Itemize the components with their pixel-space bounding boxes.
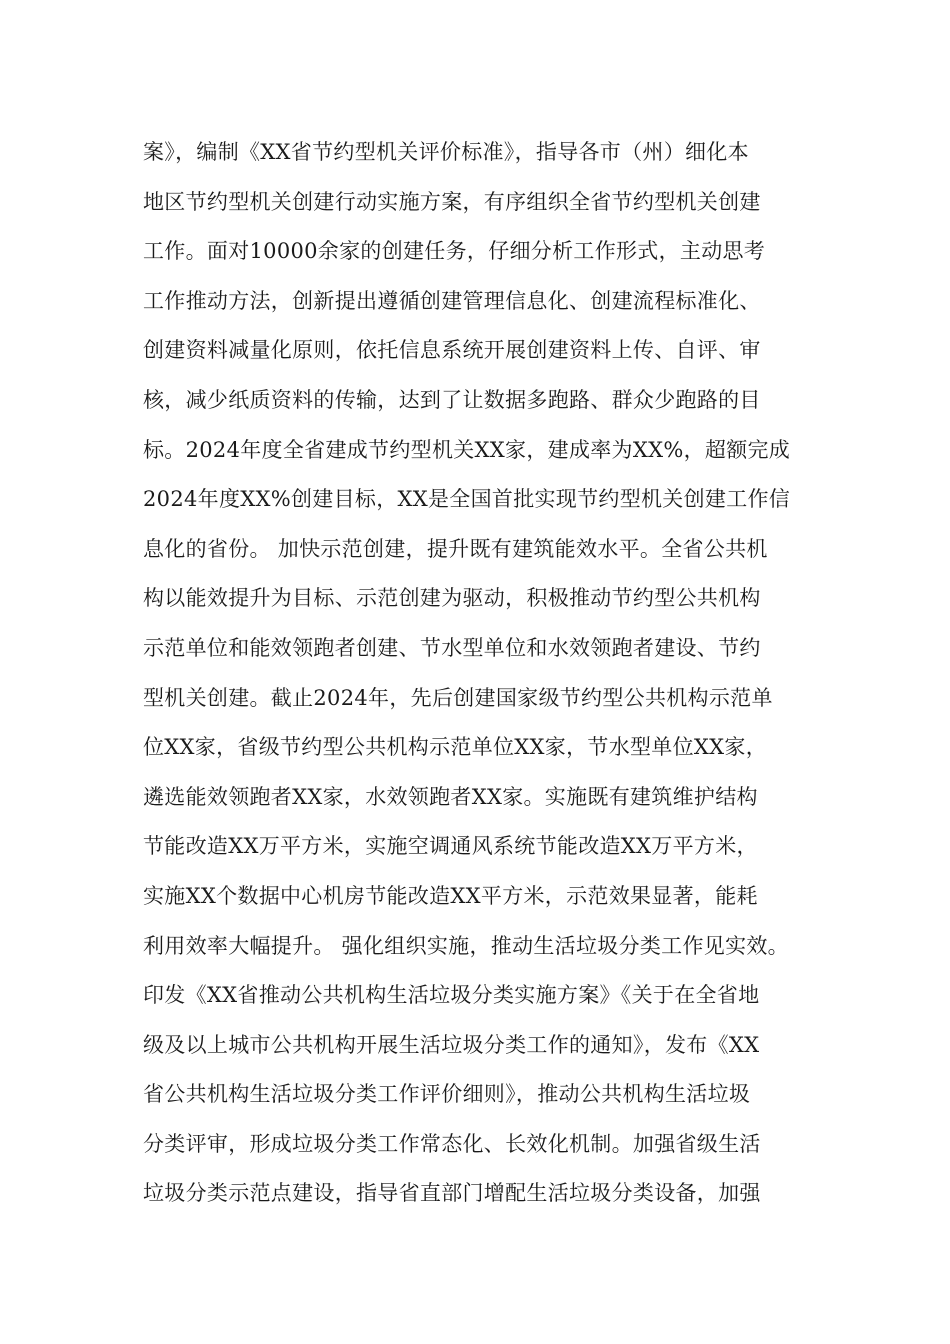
text-line: 型机关创建。截止2024年，先后创建国家级节约型公共机构示范单 xyxy=(143,685,773,710)
text-line: 2024年度XX%创建目标，XX是全国首批实现节约型机关创建工作信 xyxy=(143,487,791,512)
text-line: 印发《XX省推动公共机构生活垃圾分类实施方案》《关于在全省地 xyxy=(143,983,760,1008)
text-line: 节能改造XX万平方米，实施空调通风系统节能改造XX万平方米， xyxy=(143,834,758,859)
text-line: 位XX家，省级节约型公共机构示范单位XX家，节水型单位XX家， xyxy=(143,735,767,760)
text-line: 省公共机构生活垃圾分类工作评价细则》，推动公共机构生活垃圾 xyxy=(143,1082,751,1107)
text-line: 利用效率大幅提升。 强化组织实施，推动生活垃圾分类工作见实效。 xyxy=(143,933,789,958)
text-line: 工作推动方法，创新提出遵循创建管理信息化、创建流程标准化、 xyxy=(143,288,761,313)
text-line: 创建资料减量化原则，依托信息系统开展创建资料上传、自评、审 xyxy=(143,338,761,363)
text-line: 工作。面对10000余家的创建任务，仔细分析工作形式，主动思考 xyxy=(143,239,766,264)
text-line: 示范单位和能效领跑者创建、节水型单位和水效领跑者建设、节约 xyxy=(143,635,761,660)
text-line: 构以能效提升为目标、示范创建为驱动，积极推动节约型公共机构 xyxy=(143,586,761,611)
text-line: 息化的省份。 加快示范创建，提升既有建筑能效水平。全省公共机 xyxy=(143,536,768,561)
text-line: 实施XX个数据中心机房节能改造XX平方米，示范效果显著，能耗 xyxy=(143,883,758,908)
text-line: 标。2024年度全省建成节约型机关XX家，建成率为XX%，超额完成 xyxy=(143,437,791,462)
text-line: 垃圾分类示范点建设，指导省直部门增配生活垃圾分类设备，加强 xyxy=(143,1181,761,1206)
text-line: 核，减少纸质资料的传输，达到了让数据多跑路、群众少跑路的目 xyxy=(143,387,761,412)
text-line: 案》，编制《XX省节约型机关评价标准》，指导各市（州）细化本 xyxy=(143,140,749,164)
text-line: 分类评审，形成垃圾分类工作常态化、长效化机制。加强省级生活 xyxy=(143,1131,761,1156)
text-line: 遴选能效领跑者XX家，水效领跑者XX家。实施既有建筑维护结构 xyxy=(143,784,758,809)
text-line: 级及以上城市公共机构开展生活垃圾分类工作的通知》，发布《XX xyxy=(143,1032,760,1057)
body-text xyxy=(143,128,843,1219)
text-line: 地区节约型机关创建行动实施方案，有序组织全省节约型机关创建 xyxy=(143,189,761,214)
